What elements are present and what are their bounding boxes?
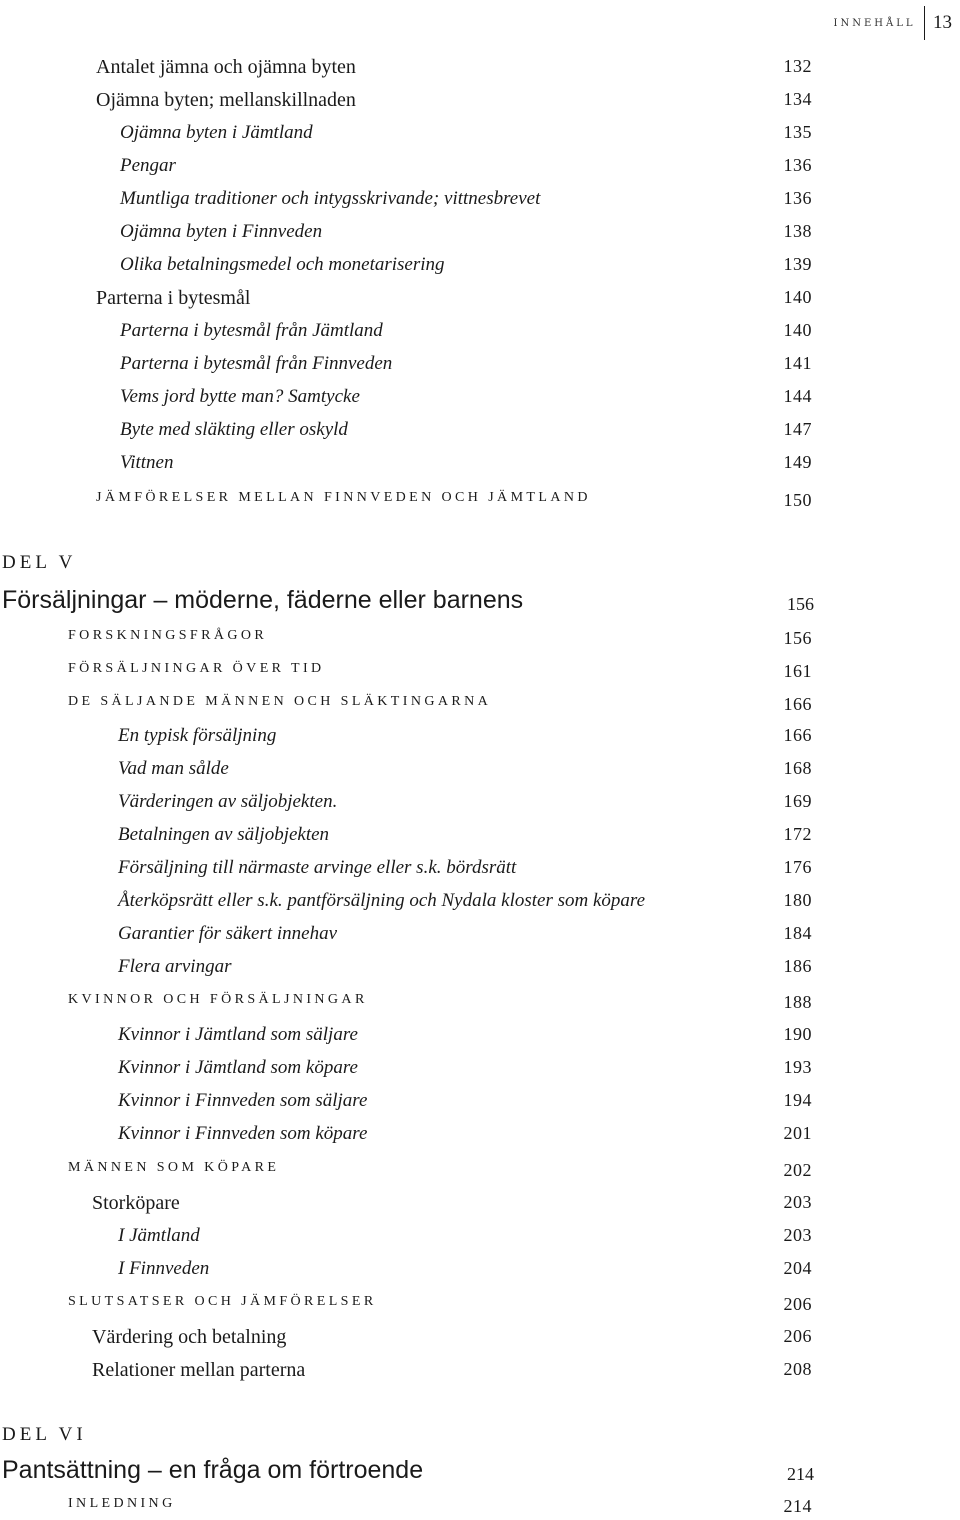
toc-entry xyxy=(0,1024,960,1057)
toc-entry xyxy=(0,857,960,890)
part-title xyxy=(2,1456,960,1492)
toc-entry-page: 186 xyxy=(783,956,812,976)
toc-entry xyxy=(0,1258,960,1291)
toc-section-heading xyxy=(0,694,960,727)
toc-entry-title: Parterna i bytesmål från Finnveden xyxy=(120,353,393,374)
part-title-text: Pantsättning – en fråga om förtroende xyxy=(2,1456,424,1484)
toc-entry-title: I Jämtland xyxy=(118,1225,200,1246)
toc-entry-title: KVINNOR OCH FÖRSÄLJNINGAR xyxy=(68,992,368,1007)
toc-entry xyxy=(0,353,960,386)
toc-entry-page: 139 xyxy=(783,254,812,274)
toc-entry-page: 206 xyxy=(783,1294,812,1314)
part-title-page: 214 xyxy=(787,1464,814,1484)
toc-entry-page: 203 xyxy=(783,1225,812,1245)
toc-entry-page: 206 xyxy=(783,1326,812,1346)
running-head-divider xyxy=(924,6,926,40)
toc-entry-title: Kvinnor i Finnveden som säljare xyxy=(118,1090,368,1111)
toc-entry xyxy=(0,824,960,857)
toc-entry-page: 194 xyxy=(783,1090,812,1110)
toc-entry-title: Parterna i bytesmål xyxy=(96,287,251,309)
toc-entry-title: FÖRSÄLJNINGAR ÖVER TID xyxy=(68,661,325,676)
toc-entry-title: Ojämna byten i Jämtland xyxy=(120,122,313,143)
toc-entry xyxy=(0,452,960,485)
toc-entry-page: 201 xyxy=(783,1123,812,1143)
toc-entry xyxy=(0,188,960,221)
toc-entry-title: DE SÄLJANDE MÄNNEN OCH SLÄKTINGARNA xyxy=(68,694,492,709)
toc-entry xyxy=(0,122,960,155)
toc-entry-title: Ojämna byten i Finnveden xyxy=(120,221,323,242)
toc-entry-page: 136 xyxy=(783,155,812,175)
toc-entry-page: 169 xyxy=(783,791,812,811)
part-title xyxy=(2,586,960,622)
toc-entry-page: 166 xyxy=(783,694,812,714)
toc-entry-page: 208 xyxy=(783,1359,812,1379)
toc-entry-page: 156 xyxy=(783,628,812,648)
toc-section-heading xyxy=(0,1496,960,1520)
toc-entry-title: FORSKNINGSFRÅGOR xyxy=(68,628,268,643)
toc-entry-page: 141 xyxy=(783,353,812,373)
toc-entry-title: Vad man sålde xyxy=(118,758,229,779)
toc-entry-page: 134 xyxy=(783,89,812,109)
running-head-section: INNEHÅLL xyxy=(833,17,916,29)
toc-entry xyxy=(0,155,960,188)
toc-entry-page: 140 xyxy=(783,287,812,307)
toc-entry-title: Ojämna byten; mellanskillnaden xyxy=(96,89,356,111)
toc-entry-title: Muntliga traditioner och intygsskrivande; vittnesbrevet xyxy=(120,188,541,209)
toc-entry xyxy=(0,956,960,989)
toc-entry xyxy=(0,1090,960,1123)
toc-entry-title: Antalet jämna och ojämna byten xyxy=(96,56,356,78)
toc-entry xyxy=(0,758,960,791)
toc-entry-title: Storköpare xyxy=(92,1192,180,1214)
toc-entry-page: 180 xyxy=(783,890,812,910)
toc-entry-page: 168 xyxy=(783,758,812,778)
toc-entry-page: 188 xyxy=(783,992,812,1012)
toc-entry-page: 140 xyxy=(783,320,812,340)
toc-entry xyxy=(0,287,960,320)
toc-entry-title: Värdering och betalning xyxy=(92,1326,287,1348)
toc-entry xyxy=(0,89,960,122)
toc-entry xyxy=(0,1123,960,1156)
toc-entry-page: 203 xyxy=(783,1192,812,1212)
toc-entry-title: Kvinnor i Jämtland som säljare xyxy=(118,1024,358,1045)
toc-entry-title: SLUTSATSER OCH JÄMFÖRELSER xyxy=(68,1294,377,1309)
toc-entry-title: Garantier för säkert innehav xyxy=(118,923,338,944)
toc-entry-title: Kvinnor i Finnveden som köpare xyxy=(118,1123,368,1144)
toc-entry-title: Byte med släkting eller oskyld xyxy=(120,419,348,440)
page-number: 13 xyxy=(933,12,952,33)
toc-entry-title: Vittnen xyxy=(120,452,174,473)
toc-entry-page: 149 xyxy=(783,452,812,472)
toc-entry xyxy=(0,221,960,254)
toc-section-heading xyxy=(0,661,960,694)
toc-entry xyxy=(0,791,960,824)
toc-entry-page: 193 xyxy=(783,1057,812,1077)
toc-entry xyxy=(0,923,960,956)
toc-entry xyxy=(0,1057,960,1090)
toc-entry-page: 147 xyxy=(783,419,812,439)
toc-section-heading xyxy=(0,1160,960,1193)
part-title-page: 156 xyxy=(787,594,814,614)
toc-entry xyxy=(0,1192,960,1225)
toc-entry-page: 166 xyxy=(783,725,812,745)
toc-entry-page: 144 xyxy=(783,386,812,406)
toc-entry-title: Värderingen av säljobjekten. xyxy=(118,791,338,812)
toc-entry-title: Flera arvingar xyxy=(118,956,232,977)
toc-entry-title: Relationer mellan parterna xyxy=(92,1359,306,1381)
toc-entry-title: INLEDNING xyxy=(68,1496,176,1511)
running-head xyxy=(834,6,952,40)
toc-entry xyxy=(0,254,960,287)
toc-entry-page: 190 xyxy=(783,1024,812,1044)
toc-entry xyxy=(0,1225,960,1258)
toc-entry-page: 172 xyxy=(783,824,812,844)
toc-entry-page: 176 xyxy=(783,857,812,877)
toc-entry-title: Försäljning till närmaste arvinge eller s.k. bördsrätt xyxy=(118,857,517,878)
toc-entry-title: Återköpsrätt eller s.k. pantförsäljning och Nydala kloster som köpare xyxy=(118,890,646,911)
toc-entry xyxy=(0,386,960,419)
toc-section-heading xyxy=(0,490,960,523)
part-label: DEL VI xyxy=(2,1424,87,1445)
toc-section-heading xyxy=(0,1294,960,1327)
toc-entry-title: En typisk försäljning xyxy=(118,725,277,746)
toc-entry-page: 202 xyxy=(783,1160,812,1180)
toc-entry-title: I Finnveden xyxy=(118,1258,210,1279)
toc-entry-title: Pengar xyxy=(120,155,176,176)
toc-entry-page: 150 xyxy=(783,490,812,510)
toc-entry-page: 184 xyxy=(783,923,812,943)
toc-entry xyxy=(0,1326,960,1359)
toc-entry-page: 138 xyxy=(783,221,812,241)
toc-entry xyxy=(0,419,960,452)
toc-entry-title: Parterna i bytesmål från Jämtland xyxy=(120,320,383,341)
toc-entry-page: 135 xyxy=(783,122,812,142)
toc-entry xyxy=(0,890,960,923)
part-label: DEL V xyxy=(2,552,77,573)
toc-entry-title: JÄMFÖRELSER MELLAN FINNVEDEN OCH JÄMTLAND xyxy=(96,490,591,505)
toc-entry-page: 132 xyxy=(783,56,812,76)
toc-entry xyxy=(0,1359,960,1392)
toc-entry-title: Vems jord bytte man? Samtycke xyxy=(120,386,360,407)
toc-entry-title: MÄNNEN SOM KÖPARE xyxy=(68,1160,280,1175)
toc-section-heading xyxy=(0,628,960,661)
toc-entry xyxy=(0,56,960,89)
toc-entry xyxy=(0,725,960,758)
toc-entry-title: Kvinnor i Jämtland som köpare xyxy=(118,1057,358,1078)
toc-entry-page: 136 xyxy=(783,188,812,208)
toc-entry-page: 204 xyxy=(783,1258,812,1278)
toc-entry-title: Betalningen av säljobjekten xyxy=(118,824,330,845)
toc-entry-page: 214 xyxy=(783,1496,812,1516)
toc-entry-page: 161 xyxy=(783,661,812,681)
part-title-text: Försäljningar – möderne, fäderne eller barnens xyxy=(2,586,524,614)
toc-entry xyxy=(0,320,960,353)
toc-entry-title: Olika betalningsmedel och monetarisering xyxy=(120,254,445,275)
toc-section-heading xyxy=(0,992,960,1025)
